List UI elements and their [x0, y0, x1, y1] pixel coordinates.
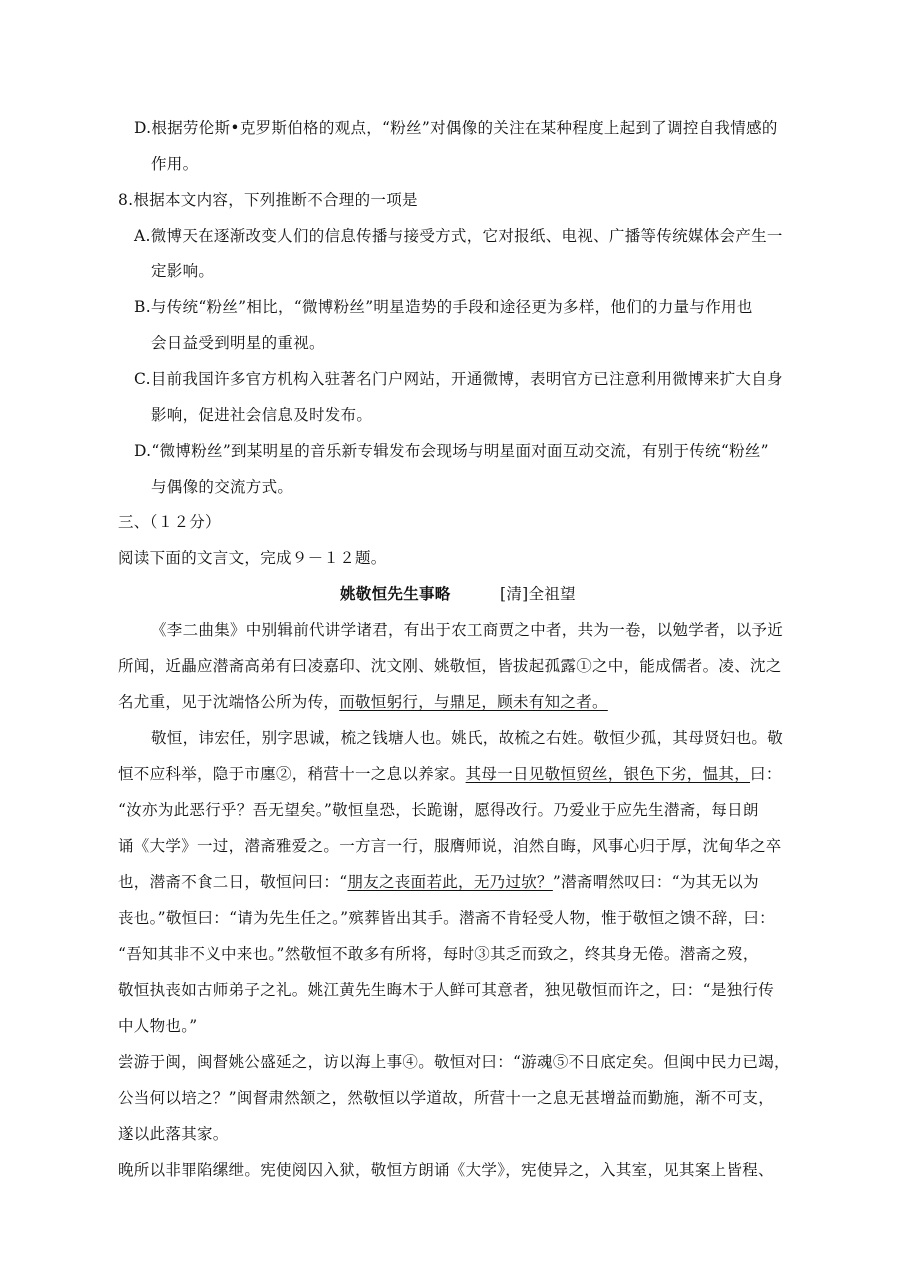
p1-line2: 所闻，近畾应潜斋高弟有曰凌嘉印、沈文刚、姚敬恒，皆拔起孤露①之中，能成儒者。凌、沈之	[118, 657, 782, 675]
p1-line3	[118, 691, 608, 713]
p1-line3-text: 名尤重，见于沈端恪公所为传，	[118, 693, 340, 711]
passage-author: [清]全祖望	[500, 585, 576, 603]
p3-line1: 尝游于闽，闽督姚公盛延之，访以海上事④。敬恒对曰：“游魂⑤不日底定矣。但闽中民力已竭，	[118, 1053, 790, 1071]
q8-option-b-line2: 会日益受到明星的重视。	[151, 334, 325, 352]
section-heading: 三、（１２分）	[118, 513, 221, 531]
p2-line4: 诵《大学》一过，潜斋雅爱之。一方言一行，服膺师说，洎然自晦，风事心归于厚，沈甸华之卒	[118, 837, 782, 855]
underlined-sentence-1: 而敬恒躬行，与鼎足，顾未有知之者。	[339, 693, 608, 711]
underlined-sentence-3: 朋友之丧面若此，无乃过欤？	[347, 873, 553, 891]
p3-line3: 遂以此落其家。	[118, 1125, 229, 1143]
q7-option-d-line1: D.根据劳伦斯•克罗斯伯格的观点，“粉丝”对偶像的关注在某种程度上起到了调控自我情感的	[134, 119, 778, 137]
p2-line2-text: 恒不应科举，隐于市廛②，稍营十一之息以养家。	[118, 765, 466, 783]
q8-option-c-line2: 影响，促进社会信息及时发布。	[151, 406, 373, 424]
q8-option-a-line1: A.微博天在逐渐改变人们的信息传播与接受方式，它对报纸、电视、广播等传统媒体会产生一	[134, 227, 783, 245]
p2-line7: “吾知其非不义中来也。”然敬恒不敢多有所将，每时③其乏而致之，终其身无倦。潜斋之歿，	[118, 945, 759, 963]
p2-line3: “汝亦为此恶行乎？吾无望矣。”敬恒皇恐，长跪谢，愿得改行。乃爱业于应先生潜斋，每日朗	[118, 801, 759, 819]
p2-line2-tail: 曰：	[750, 765, 782, 783]
q8-option-d-line2: 与偶像的交流方式。	[151, 478, 294, 496]
q7-option-d-line2: 作用。	[151, 155, 199, 173]
p2-line5-tail: ”潜斋喟然叹曰：“为其无以为	[552, 873, 759, 891]
q8-option-b-line1: B.与传统“粉丝”相比，“微博粉丝”明星造势的手段和途径更为多样，他们的力量与作用也	[134, 298, 753, 316]
p1-line1: 《李二曲集》中别辑前代讲学诸君，有出于农工商贾之中者，共为一卷，以勉学者，以予近	[151, 621, 784, 639]
q8-option-c-line1: C.目前我国许多官方机构入驻著名门户网站，开通微博，表明官方已注意利用微博来扩大自身	[134, 370, 783, 388]
p2-line8: 敬恒执丧如古师弟子之礼。姚江黄先生晦木于人鲜可其意者，独见敬恒而许之，曰：“是独行传	[118, 981, 775, 999]
p2-line9: 中人物也。”	[118, 1017, 198, 1035]
section-instruction: 阅读下面的文言文，完成９－１２题。	[118, 549, 387, 567]
p4-line1: 晚所以非罪陷缧绁。宪使阅囚入狱，敬恒方朗诵《大学》，宪使异之，入其室，见其案上皆程、	[118, 1161, 774, 1179]
passage-title: 姚敬恒先生事略	[340, 584, 451, 603]
p3-line2: 公当何以培之？”闽督肃然颔之，然敬恒以学道故，所营十一之息无甚增益而勤施，渐不可支，	[118, 1089, 775, 1107]
p2-line6: 丧也。”敬恒曰：“请为先生任之。”殡葬皆出其手。潜斋不肯轻受人物，惟于敬恒之馈不辞，曰：	[118, 909, 775, 927]
underlined-sentence-2: 其母一日见敬恒贸丝，银色下劣，愠其，	[465, 765, 751, 783]
p2-line2	[118, 763, 782, 785]
q8-stem: 8.根据本文内容，下列推断不合理的一项是	[118, 191, 418, 209]
p2-line5	[118, 871, 759, 893]
q8-option-a-line2: 定影响。	[151, 262, 215, 280]
q8-option-d-line1: D.“微博粉丝”到某明星的音乐新专辑发布会现场与明星面对面互动交流，有别于传统“粉丝”	[134, 442, 769, 460]
p2-line1: 敬恒，讳宏任，别字思诚，梳之钱塘人也。姚氏，故梳之右姓。敬恒少孤，其母贤妇也。敬	[151, 729, 784, 747]
p2-line5-text: 也，潜斋不食二日，敬恒问曰：“	[118, 873, 348, 891]
